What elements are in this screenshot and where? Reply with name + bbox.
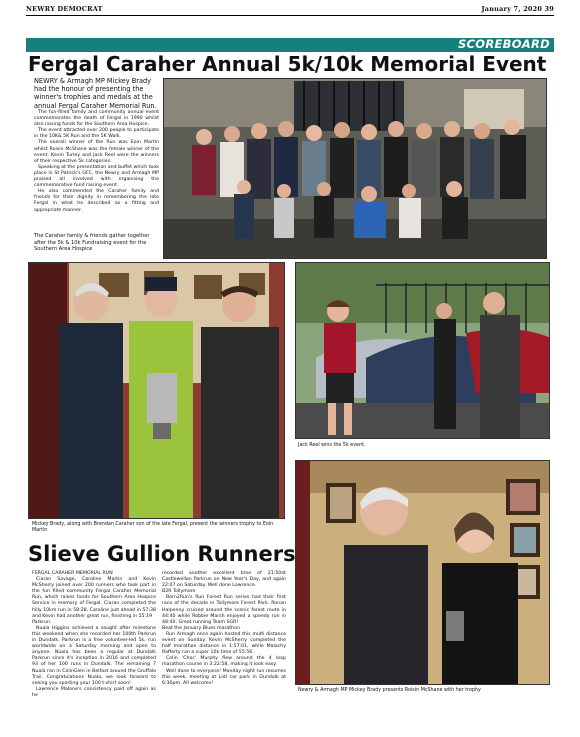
story1-body xyxy=(34,110,159,214)
story2-paragraph: Lawrence Malone's consistency paid off again as he xyxy=(32,686,156,698)
date-page: January 7, 2020 39 xyxy=(481,5,554,13)
story2-subhead: Beat the January Blues marathon xyxy=(162,625,240,631)
caption-trophy: Mickey Brady, along with Brendan Caraher son of the late Fergal, present the winners trophy to Eoin Martin xyxy=(32,522,274,533)
story2-paragraph: recorded another excellent time of 21:50at Castlewellan Parkrun on New Year's Day, and again 22:07 on Saturday. Well done Lawrence. xyxy=(162,571,286,589)
headline: Fergal Caraher Annual 5k/10k Memorial Event xyxy=(28,52,547,76)
story2-paragraph: Colin 'Choc' Murphy flew around the 4 loop marathon course in 3:22:58, making it look easy. xyxy=(162,656,286,668)
jack-photo xyxy=(295,262,550,439)
story2-paragraph: Nuala Higgins achieved a sought after milestone this weekend when she recorded her 100th Parkrun in Dundalk. Parkrun is a free volunteer-led 5k, run worldwide on a Saturday morning and open to anyone. Nuala has been a regular at Dundalk Parkrun since it's inception in 2016 and completed 93 of her 100 runs in Dundalk. The remaining 7 Nuala ran in ColinGlen in Belfast around the Gruffalo Trail. Congratulations Nuala, we look forward to seeing you sporting your 100 t-shirt soon! xyxy=(32,625,156,686)
story1-paragraph: Speaking at the presentation and buffet which took place in St Patrick's GFC, the Newry and Armagh MP praised all involved with organising the commemorative fund raising event. xyxy=(34,164,159,189)
caption-jack: Jack Reel wins the 5k event. xyxy=(298,443,366,448)
story1-paragraph: The fun-filled family and community annual event commemorates the death of Fergal in 1990 whilst also raising funds for the Southern Area Hospice. xyxy=(34,110,159,128)
story2-paragraph: Run Armagh once again hosted this multi distance event on Sunday. Kevin McSherry completed the half marathon distance in 1:57:01, while Malachy Rafferty ran a super 10k time of 55:56. xyxy=(162,631,286,656)
lead-paragraph: NEWRY & Armagh MP Mickey Brady had the honour of presenting the winner's trophies and medals at the annual Fergal Caraher Memorial Run. xyxy=(34,77,157,110)
story2-paragraph: Ciaran Savage, Caroline Martin and Kevin McSherry joined over 200 runners who took part in the fun filled community Fergal Caraher Memorial Run, which raises funds for Southern Area Hospice Service in memory of Fergal. Ciaran completed the hilly 10km run in 58:28, Caroline just ahead in 57:38 and Kevin had another great run, finishing in 55:19 xyxy=(32,577,156,619)
story1-paragraph: The overall winner of the Run was Eoin Martin whilst Roisin McShane was the female winner of the event. Kevin Turley and Jack Reel were the winners of their respective 5k categories. xyxy=(34,140,159,164)
story2-subhead: Parkrun xyxy=(32,619,50,625)
story2-subhead: B2R Tollymore xyxy=(162,589,196,595)
caption-group: The Caraher family & friends gather together after the 5k & 10k Fundraising event for the Southern Area Hospice xyxy=(34,233,150,253)
section-banner xyxy=(26,38,554,52)
trophy-photo xyxy=(28,262,285,519)
story2-paragraph: Well done to everyone! Monday night run resumes this week, meeting at Lidl car park in Dundalk at 6:30pm. All welcome! xyxy=(162,668,286,686)
story2-subhead: FERGAL CARAHER MEMORIAL RUN xyxy=(32,571,113,576)
roisin-photo xyxy=(295,460,550,685)
group-photo xyxy=(163,78,547,259)
story2-paragraph: Born2Run's Run Forest Run series had their first race of the decade in Tollymore Forest Park. Ronan Halpenny cruised around the scenic forest route in 44:40 while Robbie Marsh enjoyed a speedy run in 48:40. Great running Team SGR! xyxy=(162,595,286,625)
section-banner-label: SCOREBOARD xyxy=(457,37,550,51)
story2-col2 xyxy=(162,571,286,687)
story1-paragraph: He also commended the Caraher family and friends for their dignity in remembering the late Fergal in what he described as a fitting and appropriate manner. xyxy=(34,189,159,213)
paper-name: NEWRY DEMOCRAT xyxy=(26,5,103,13)
story2-col1 xyxy=(32,571,156,699)
masthead-rule xyxy=(26,15,554,16)
headline2: Slieve Gullion Runners xyxy=(28,542,296,566)
caption-roisin: Newry & Armagh MP Mickey Brady presents Roisin McShane with her trophy xyxy=(298,688,481,693)
story1-paragraph: The event attracted over 200 people to participate in the 10K& 5K Run and the 5K Walk. xyxy=(34,128,159,140)
